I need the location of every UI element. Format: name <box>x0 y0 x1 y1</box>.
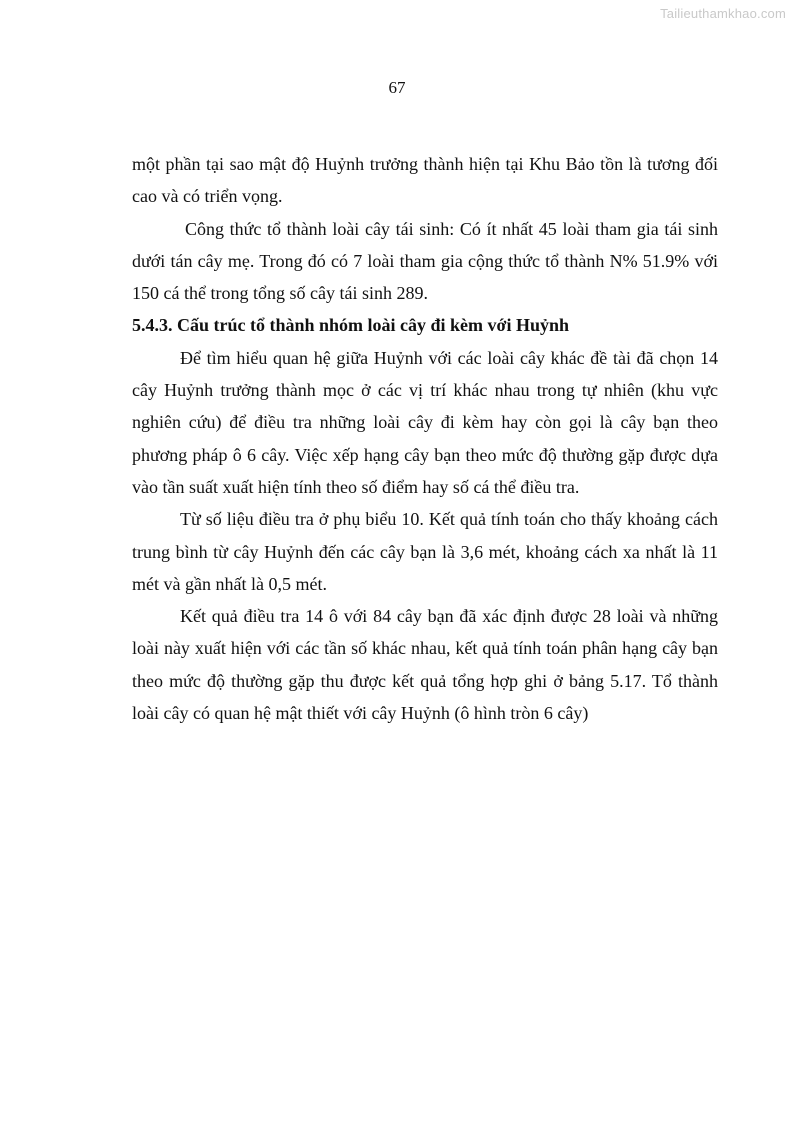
section-paragraph-3: Kết quả điều tra 14 ô với 84 cây bạn đã xác định được 28 loài và những loài này xuất hiện với các tần số khác nhau, kết quả tính toán phân hạng cây bạn theo mức độ thường gặp thu được kết quả tổng hợp ghi ở bảng 5.17. Tổ thành loài cây có quan hệ mật thiết với cây Huỷnh (ô hình tròn 6 cây) <box>132 606 718 724</box>
body-text <box>132 148 718 729</box>
page-number: 67 <box>388 78 406 97</box>
section-paragraph-2: Từ số liệu điều tra ở phụ biểu 10. Kết quả tính toán cho thấy khoảng cách trung bình từ cây Huỷnh đến các cây bạn là 3,6 mét, khoảng cách xa nhất là 11 mét và gần nhất là 0,5 mét. <box>132 509 718 594</box>
paragraph-2: Công thức tổ thành loài cây tái sinh: Có ít nhất 45 loài tham gia tái sinh dưới tán cây mẹ. Trong đó có 7 loài tham gia cộng thức tổ thành N% 51.9% với 150 cá thể trong tổng số cây tái sinh 289. <box>132 218 718 304</box>
section-paragraph-1: Để tìm hiểu quan hệ giữa Huỷnh với các loài cây khác đề tài đã chọn 14 cây Huỷnh trưởng thành mọc ở các vị trí khác nhau trong tự nhiên (khu vực nghiên cứu) để điều tra những loài cây đi kèm hay còn gọi là cây bạn theo phương pháp ô 6 cây. Việc xếp hạng cây bạn theo mức độ thường gặp được dựa vào tần suất xuất hiện tính theo số điểm hay số cá thể điều tra. <box>132 347 718 497</box>
watermark: Tailieuthamkhao.com <box>660 6 786 21</box>
paragraph-1: một phần tại sao mật độ Huỷnh trưởng thành hiện tại Khu Bảo tồn là tương đối cao và có triển vọng. <box>132 154 718 207</box>
section-heading: 5.4.3. Cấu trúc tổ thành nhóm loài cây đi kèm với Huỷnh <box>132 315 570 336</box>
